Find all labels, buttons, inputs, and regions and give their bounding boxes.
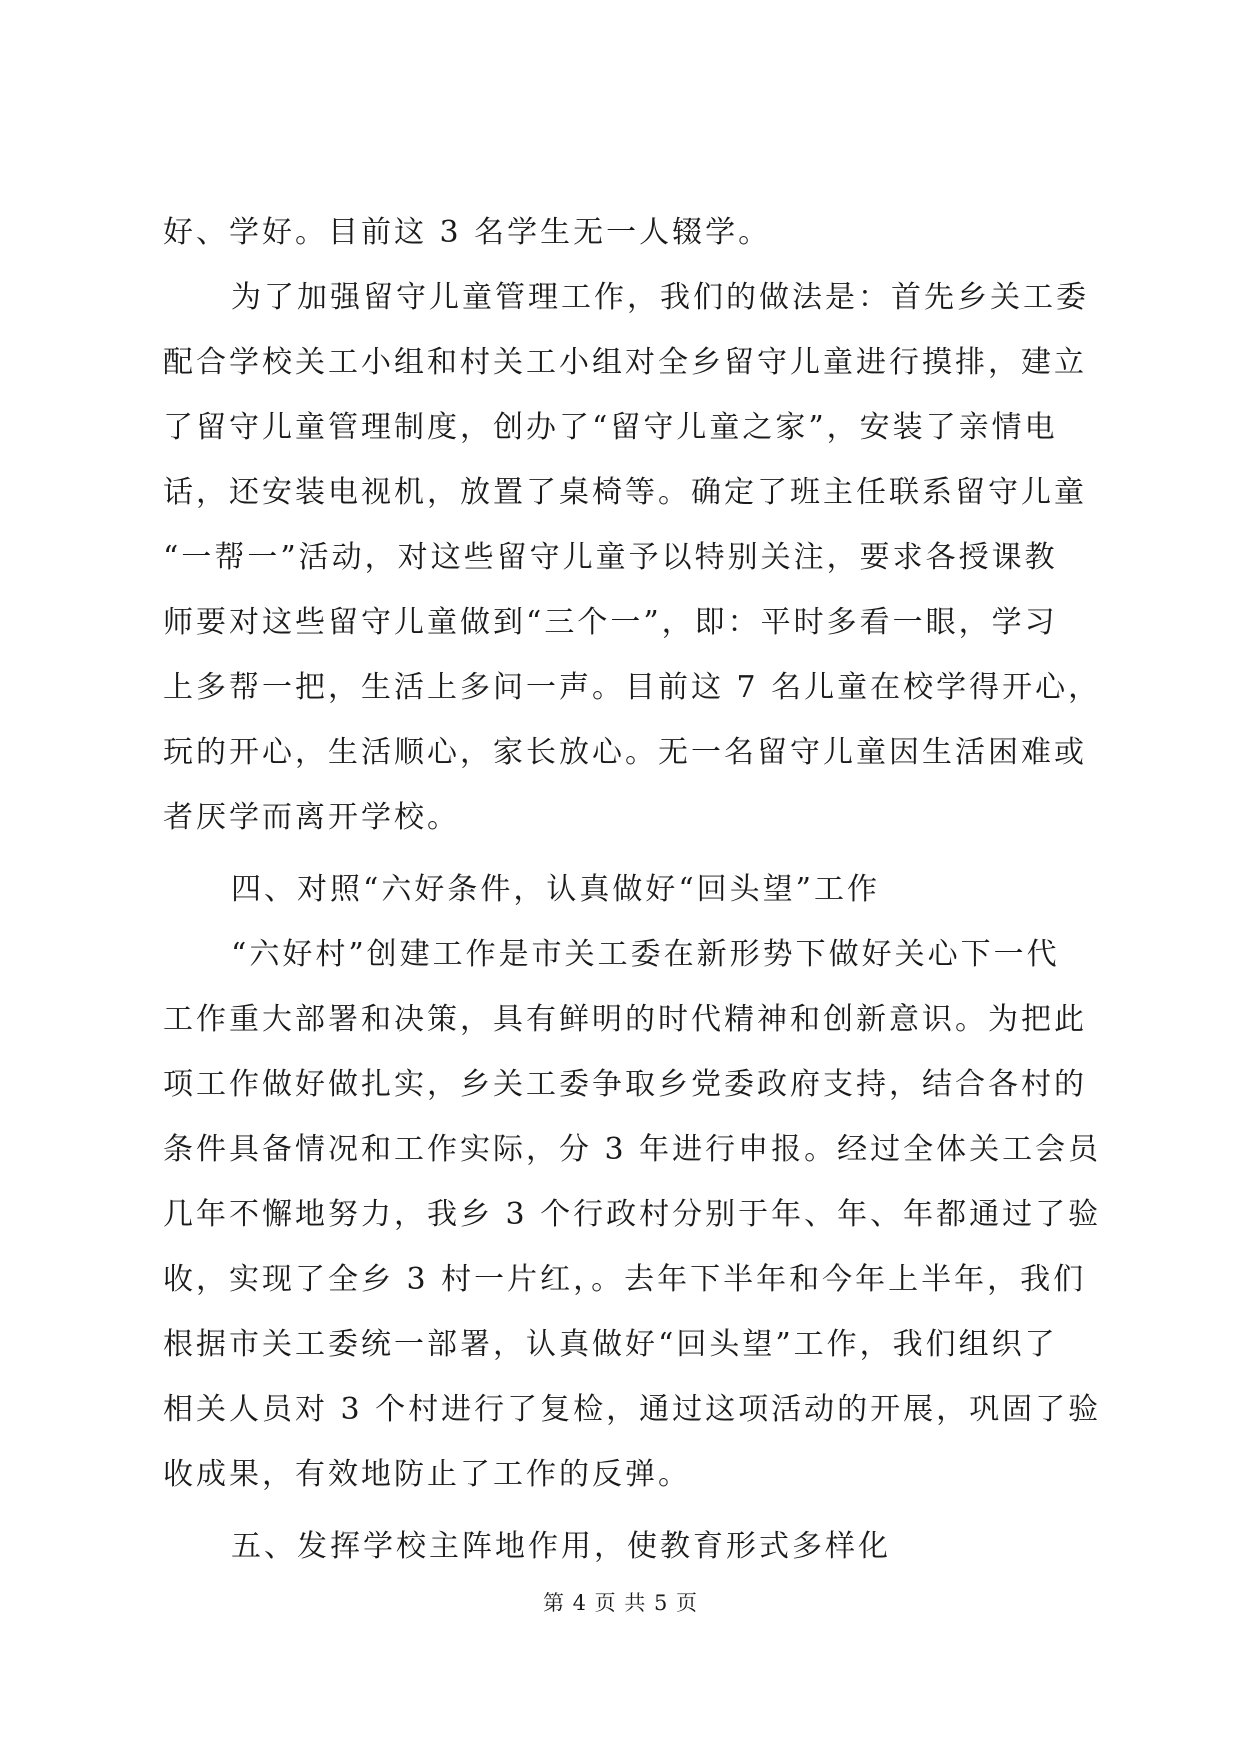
text-line: 工作重大部署和决策，具有鲜明的时代精神和创新意识。为把此 [163, 1002, 1087, 1037]
text-line: 根据市关工委统一部署，认真做好“回头望”工作，我们组织了 [163, 1327, 1058, 1362]
text-line: “一帮一”活动，对这些留守儿童予以特别关注，要求各授课教 [163, 540, 1058, 575]
text-line: 者厌学而离开学校。 [163, 800, 460, 835]
text-line: 玩的开心，生活顺心，家长放心。无一名留守儿童因生活困难或 [163, 735, 1087, 770]
text-line: 话，还安装电视机，放置了桌椅等。确定了班主任联系留守儿童 [163, 475, 1087, 510]
text-line: 四、对照“六好条件，认真做好“回头望”工作 [231, 872, 881, 907]
text-line: 收，实现了全乡 3 村一片红，。去年下半年和今年上半年，我们 [163, 1262, 1087, 1297]
text-line: 五、发挥学校主阵地作用，使教育形式多样化 [231, 1529, 891, 1564]
text-line: 上多帮一把，生活上多问一声。目前这 7 名儿童在校学得开心， [163, 670, 1102, 705]
text-line: 相关人员对 3 个村进行了复检，通过这项活动的开展，巩固了验 [163, 1392, 1102, 1427]
page-footer: 第 4 页 共 5 页 [542, 1591, 699, 1615]
document-body [163, 200, 1102, 1579]
text-line: 了留守儿童管理制度，创办了“留守儿童之家”，安装了亲情电 [163, 410, 1058, 445]
text-line: 条件具备情况和工作实际，分 3 年进行申报。经过全体关工会员 [163, 1132, 1102, 1167]
text-line: “六好村”创建工作是市关工委在新形势下做好关心下一代 [231, 937, 1060, 972]
text-line: 为了加强留守儿童管理工作，我们的做法是：首先乡关工委 [231, 280, 1089, 315]
text-line: 几年不懈地努力，我乡 3 个行政村分别于年、年、年都通过了验 [163, 1197, 1102, 1232]
text-line: 收成果，有效地防止了工作的反弹。 [163, 1457, 691, 1492]
text-line: 好、学好。目前这 3 名学生无一人辍学。 [163, 215, 772, 250]
text-line: 配合学校关工小组和村关工小组对全乡留守儿童进行摸排，建立 [163, 345, 1087, 380]
text-line: 师要对这些留守儿童做到“三个一”，即：平时多看一眼，学习 [163, 605, 1058, 640]
text-line: 项工作做好做扎实，乡关工委争取乡党委政府支持，结合各村的 [163, 1067, 1087, 1102]
